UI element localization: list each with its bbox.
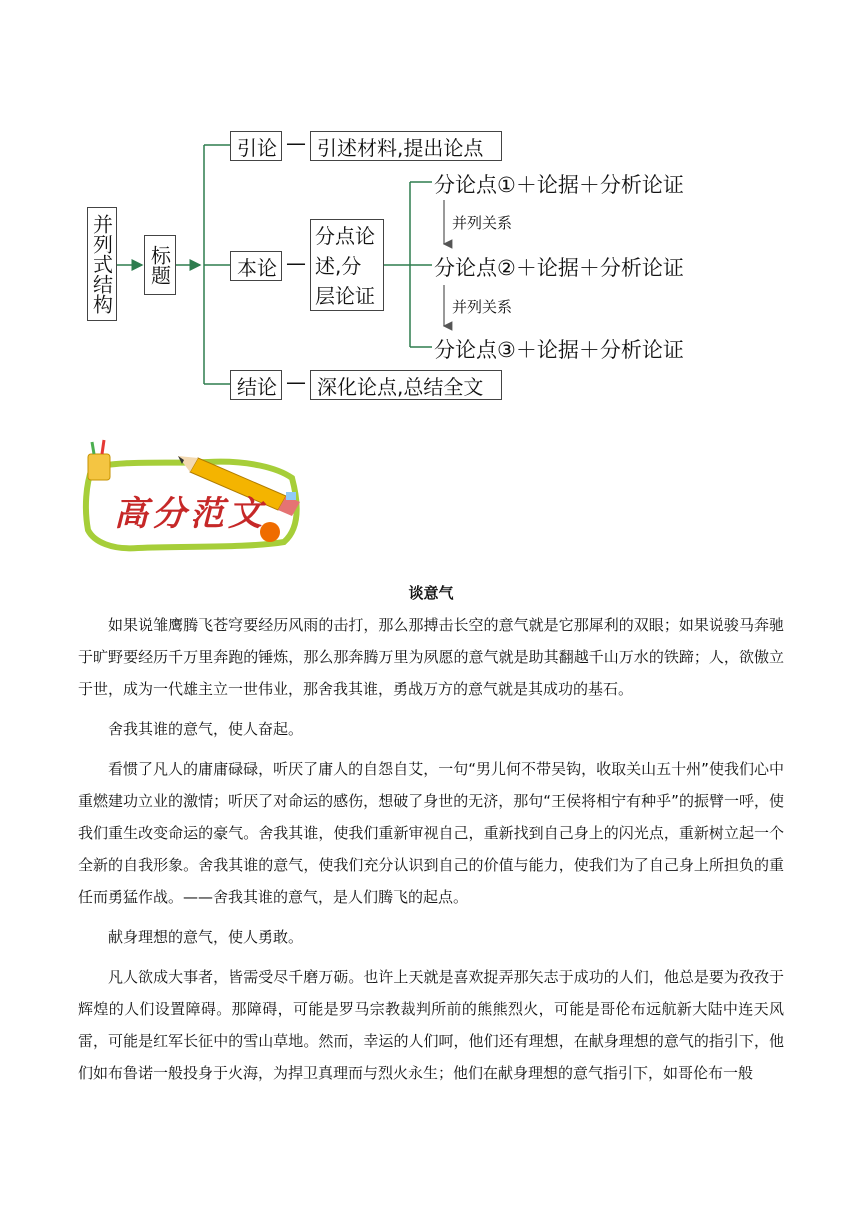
intro-dash: — [286, 131, 306, 155]
conclusion-dash: — [286, 370, 306, 394]
structure-label: 并列式结构 [89, 214, 114, 314]
essay-paragraph: 看惯了凡人的庸庸碌碌，听厌了庸人的自怨自艾，一句“男儿何不带吴钩，收取关山五十州”使我们心中重燃建功立业的激情；听厌了对命运的感伤，想破了身世的无济，那句“王侯将相宁有种乎”的振臂一呼，使我们重生改变命运的豪气。舍我其谁，使我们重新审视自己，重新找到自己身上的闪光点，重新树立起一个全新的自我形象。舍我其谁的意气，使我们充分认识到自己的价值与能力，使我们为了自己身上所担负的重任而勇猛作战。——舍我其谁的意气，是人们腾飞的起点。 [78, 760, 784, 906]
essay-paragraph: 如果说雏鹰腾飞苍穹要经历风雨的击打，那么那搏击长空的意气就是它那犀利的双眼；如果说骏马奔驰于旷野要经历千万里奔跑的锤炼，那么那奔腾万里为夙愿的意气就是助其翻越千山万水的铁蹄；人，欲傲立于世，成为一代雄主立一世伟业，那舍我其谁，勇战万方的意气就是其成功的基石。 [78, 616, 784, 698]
body-dash: — [286, 251, 306, 275]
connector-lines [0, 0, 860, 410]
conclusion-box [230, 370, 282, 400]
body-content-box [310, 219, 384, 311]
intro-box [230, 131, 282, 161]
essay-paragraph: 献身理想的意气，使人勇敢。 [108, 928, 304, 946]
conclusion-content: 深化论点,总结全文 [317, 374, 484, 399]
body-box [230, 251, 282, 281]
eraser-icon [286, 492, 296, 500]
structure-diagram [0, 0, 860, 410]
sub-point-1: 分论点①＋论据＋分析论证 [434, 173, 684, 197]
essay-paragraph: 舍我其谁的意气，使人奋起。 [108, 720, 304, 738]
sub-point-3: 分论点③＋论据＋分析论证 [434, 338, 684, 362]
pencil-cup-icon [88, 440, 110, 480]
intro-content: 引述材料,提出论点 [317, 135, 484, 160]
essay-paragraph: 凡人欲成大事者，皆需受尽千磨万砺。也许上天就是喜欢捉弄那矢志于成功的人们，他总是要为孜孜于辉煌的人们设置障碍。那障碍，可能是罗马宗教裁判所前的熊熊烈火，可能是哥伦布远航新大陆中连天风雷，可能是红军长征中的雪山草地。然而，幸运的人们呵，他们还有理想，在献身理想的意气的指引下，他们如布鲁诺一般投身于火海，为捍卫真理而与烈火永生；他们在献身理想的意气指引下，如哥伦布一般 [78, 968, 784, 1082]
title-label: 标题 [147, 245, 172, 285]
relation-2: 并列关系 [452, 298, 513, 316]
essay-title: 谈意气 [408, 584, 454, 602]
conclusion-content-box [310, 370, 502, 400]
body-label: 本论 [237, 255, 277, 280]
sub-point-2: 分论点②＋论据＋分析论证 [434, 256, 684, 280]
intro-content-box [310, 131, 502, 161]
model-essay [78, 582, 784, 1089]
intro-label: 引论 [237, 135, 277, 160]
relation-1: 并列关系 [452, 214, 513, 232]
high-score-badge [78, 438, 308, 556]
badge-text: 高分范文 [114, 494, 266, 534]
structure-box [87, 207, 117, 321]
conclusion-label: 结论 [237, 374, 277, 399]
title-box [144, 235, 176, 295]
body-content: 分点论述,分层论证 [315, 224, 375, 308]
